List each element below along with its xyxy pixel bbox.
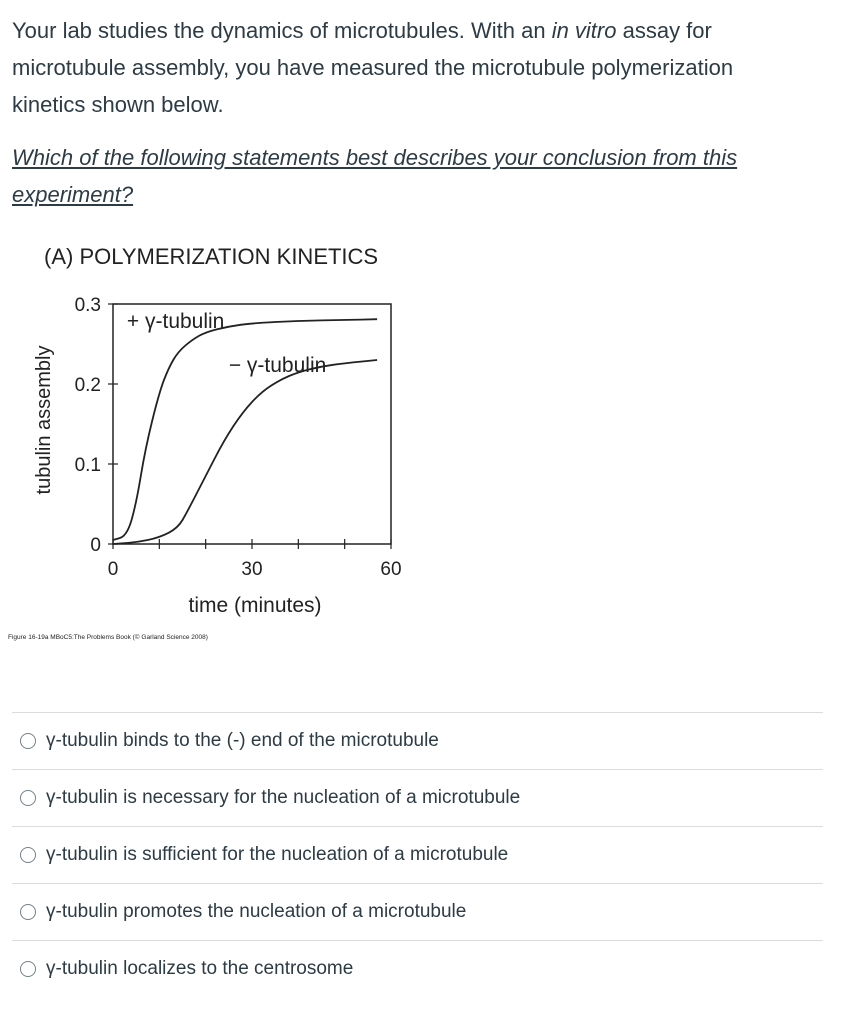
answer-option-4[interactable]	[12, 883, 823, 940]
polymerization-chart	[0, 230, 440, 650]
answer-list	[12, 712, 823, 997]
answer-label: γ-tubulin promotes the nucleation of a microtubule	[46, 901, 467, 922]
x-tick-label: 30	[241, 559, 263, 580]
series-line-1	[113, 319, 377, 540]
radio-button-icon[interactable]	[20, 847, 36, 863]
answer-option-5[interactable]	[12, 940, 823, 997]
question-text	[12, 12, 812, 123]
question-part2: assay for microtubule assembly, you have measured the microtubule polymerization kinetics shown below.	[12, 18, 734, 117]
y-tick-label: 0.3	[74, 295, 101, 316]
answer-label: γ-tubulin is necessary for the nucleation of a microtubule	[46, 787, 521, 808]
radio-button-icon[interactable]	[20, 961, 36, 977]
series-label-2: − γ-tubulin	[228, 354, 327, 377]
x-tick-label: 0	[107, 559, 119, 580]
x-tick-label: 60	[380, 559, 402, 580]
question-prompt: Which of the following statements best describes your conclusion from this experiment?	[12, 145, 738, 207]
answer-label: γ-tubulin is sufficient for the nucleation of a microtubule	[46, 844, 509, 865]
answer-option-2[interactable]	[12, 769, 823, 826]
question-italic: in vitro	[551, 18, 617, 43]
chart-title: (A) POLYMERIZATION KINETICS	[44, 244, 379, 269]
answer-label: γ-tubulin localizes to the centrosome	[46, 958, 354, 979]
polymerization-figure	[0, 230, 440, 650]
answer-option-3[interactable]	[12, 826, 823, 883]
radio-button-icon[interactable]	[20, 733, 36, 749]
answer-label: γ-tubulin binds to the (-) end of the microtubule	[46, 730, 439, 751]
radio-button-icon[interactable]	[20, 790, 36, 806]
y-tick-label: 0.1	[74, 455, 101, 476]
figure-credit: Figure 16-19a MBoC5:The Problems Book (© Garland Science 2008)	[8, 634, 208, 641]
y-axis-label: tubulin assembly	[33, 345, 55, 495]
x-axis-label: time (minutes)	[188, 594, 322, 617]
y-tick-label: 0	[90, 535, 101, 556]
answer-option-1[interactable]	[12, 712, 823, 769]
radio-button-icon[interactable]	[20, 904, 36, 920]
series-label-1: + γ-tubulin	[126, 310, 225, 333]
y-tick-label: 0.2	[74, 375, 101, 396]
series-line-2	[113, 360, 377, 544]
question-part1: Your lab studies the dynamics of microtubules. With an	[12, 18, 552, 43]
plot-frame	[113, 304, 391, 544]
